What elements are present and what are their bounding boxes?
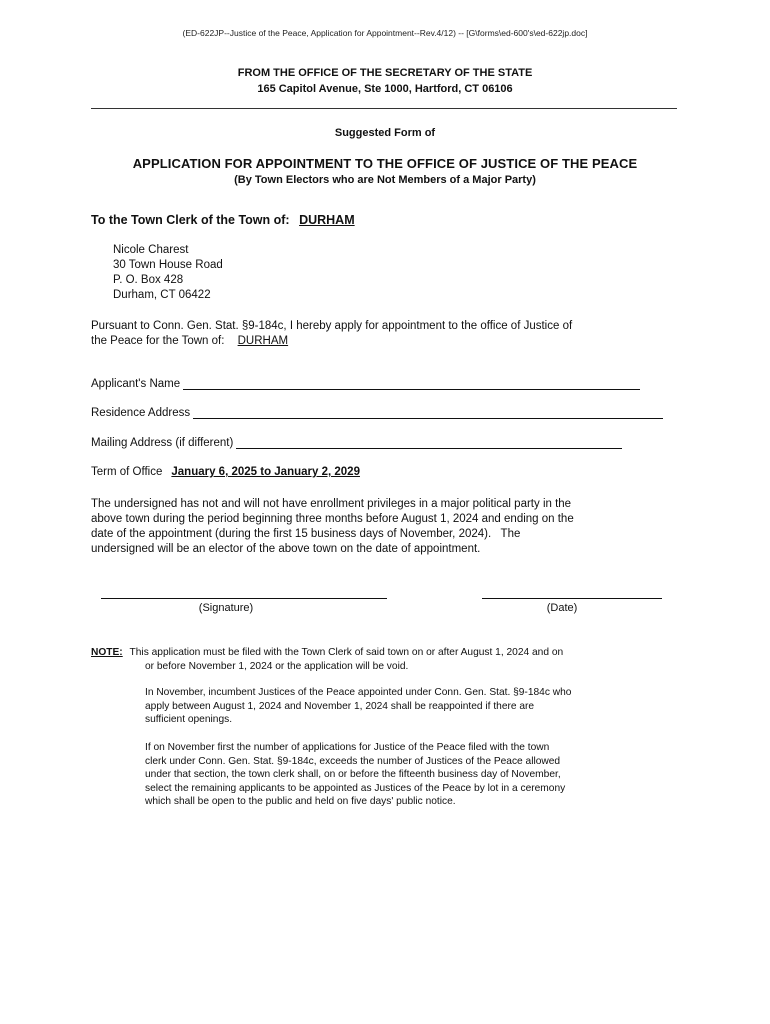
pursuant-line: Pursuant to Conn. Gen. Stat. §9-184c, I hereby apply for appointment to the office of Justice of [91,320,573,332]
mailing-address-field[interactable] [236,436,622,449]
note-label: NOTE: [91,647,123,658]
note-paragraph-lottery [145,741,680,809]
signature-caption: (Signature) [198,602,254,614]
date-caption: (Date) [546,602,578,614]
note-paragraph-reappointment [145,686,680,727]
mailing-address-row [91,436,622,449]
note-line: clerk under Conn. Gen. Stat. §9-184c, exceeds the number of Justices of the Peace allowed [145,755,561,767]
header-divider [91,108,677,109]
address-line: Nicole Charest [113,244,189,256]
note-line: which shall be open to the public and held on five days' public notice. [145,796,456,808]
signature-field[interactable] [101,598,387,599]
pursuant-town: DURHAM [237,335,289,347]
office-address: 165 Capitol Avenue, Ste 1000, Hartford, CT 06106 [257,83,513,95]
declaration-paragraph [91,497,679,557]
residence-address-label: Residence Address [91,407,191,419]
applicant-name-label: Applicant's Name [91,378,181,390]
pursuant-prefix: the Peace for the Town of: [91,335,225,347]
note-section [91,646,681,673]
term-of-office-row [91,466,360,478]
suggested-form-label: Suggested Form of [334,127,436,139]
document-id: (ED-622JP--Justice of the Peace, Application for Appointment--Rev.4/12) -- [G\forms\ed-600's\ed-622jp.doc] [182,28,588,38]
pursuant-line [91,334,681,349]
declaration-line: above town during the period beginning three months before August 1, 2024 and ending on the [91,513,574,525]
note-text: or before November 1, 2024 or the application will be void. [145,660,409,672]
note-line: If on November first the number of applications for Justice of the Peace filed with the town [145,742,550,753]
date-field[interactable] [482,598,662,599]
note-text: This application must be filed with the Town Clerk of said town on or after August 1, 2024 and on [129,647,564,658]
applicant-name-row [91,377,640,390]
declaration-line: The undersigned has not and will not have enrollment privileges in a major political party in the [91,498,572,510]
declaration-line: undersigned will be an elector of the above town on the date of appointment. [91,543,481,555]
term-of-office-value: January 6, 2025 to January 2, 2029 [171,466,360,478]
addressee-label: To the Town Clerk of the Town of: [91,213,290,227]
address-line: Durham, CT 06422 [113,289,211,301]
note-line: apply between August 1, 2024 and November 1, 2024 shall be reappointed if there are [145,700,535,712]
office-name: FROM THE OFFICE OF THE SECRETARY OF THE STATE [237,67,533,79]
note-first-line [91,646,681,660]
applicant-name-field[interactable] [183,377,640,390]
page-subtitle: (By Town Electors who are Not Members of a Major Party) [234,174,536,186]
residence-address-field[interactable] [193,406,663,419]
addressee-town: DURHAM [299,213,355,227]
address-line: 30 Town House Road [113,259,223,271]
declaration-line: date of the appointment (during the first 15 business days of November, 2024). The [91,528,521,540]
addressee-line [91,213,355,227]
page-title: APPLICATION FOR APPOINTMENT TO THE OFFICE OF JUSTICE OF THE PEACE [132,156,638,171]
term-of-office-label: Term of Office [91,466,163,478]
pursuant-statement [91,319,681,349]
note-line: under that section, the town clerk shall, on or before the fifteenth business day of November, [145,769,561,781]
residence-address-row [91,406,663,419]
address-line: P. O. Box 428 [113,274,184,286]
note-line: In November, incumbent Justices of the Peace appointed under Conn. Gen. Stat. §9-184c who [145,687,572,698]
note-line: sufficient openings. [145,714,233,726]
mailing-address-label: Mailing Address (if different) [91,437,234,449]
note-line: select the remaining applicants to be appointed as Justices of the Peace by lot in a ceremony [145,782,566,794]
